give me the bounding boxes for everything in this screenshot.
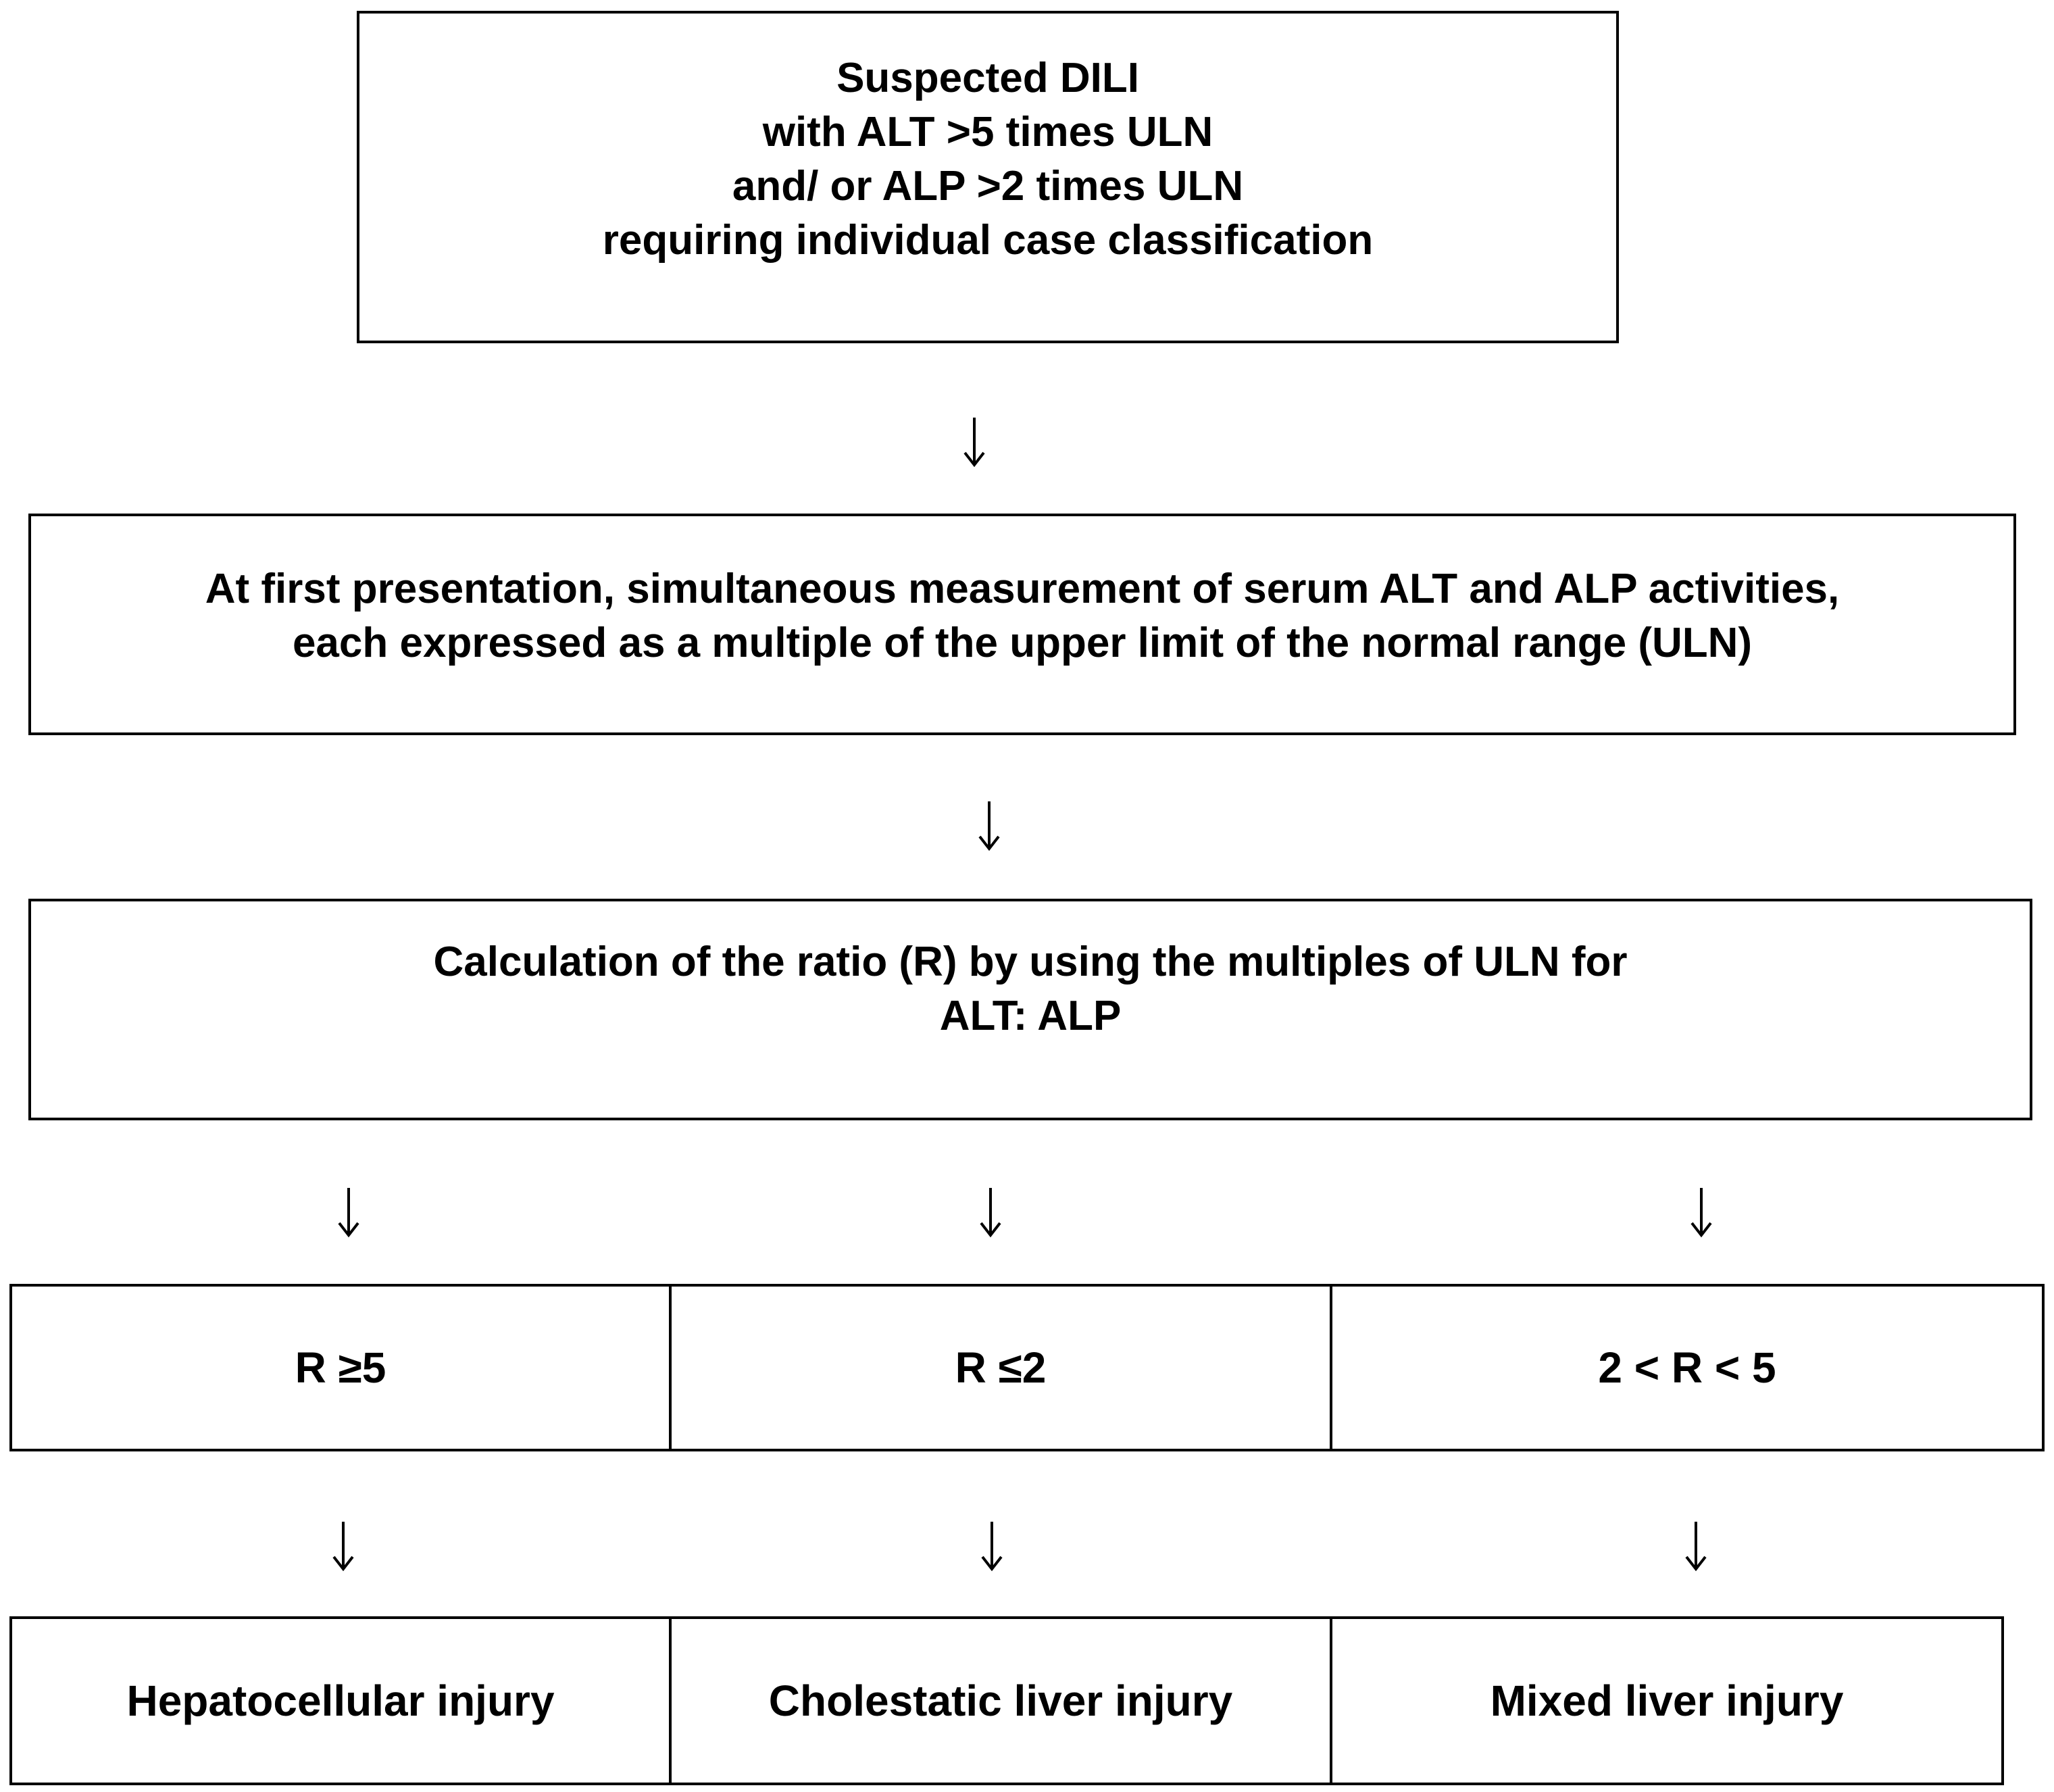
outcome-cholestatic-liver-injury: Cholestatic liver injury [768, 1676, 1233, 1725]
step-suspected-dili-box [357, 11, 1619, 343]
down-arrow-icon [961, 415, 988, 469]
step1-line-3: and/ or ALP >2 times ULN [732, 163, 1244, 209]
step3-line-2: ALT: ALP [939, 993, 1122, 1039]
down-arrow-icon [976, 799, 1003, 853]
step2-line-2: each expressed as a multiple of the upper limit of the normal range (ULN) [292, 620, 1753, 666]
ratio-mixed: 2 < R < 5 [1598, 1343, 1776, 1392]
down-arrow-icon [1688, 1185, 1715, 1239]
down-arrow-icon [977, 1185, 1004, 1239]
step3-line-1: Calculation of the ratio (R) by using the multiples of ULN for [433, 939, 1628, 985]
step-ratio-calculation-box [28, 899, 2032, 1120]
down-arrow-icon [330, 1519, 357, 1573]
outcome-mixed-liver-injury: Mixed liver injury [1490, 1676, 1844, 1725]
outcome-hepatocellular-injury: Hepatocellular injury [126, 1676, 555, 1725]
step-ratio-calculation-text [434, 935, 1628, 1043]
down-arrow-icon [978, 1519, 1005, 1573]
step1-line-4: requiring individual case classification [602, 217, 1374, 264]
down-arrow-icon [1682, 1519, 1709, 1573]
ratio-cholestatic: R ≤2 [955, 1343, 1047, 1392]
ratio-hepatocellular: R ≥5 [295, 1343, 386, 1392]
step-measurement-text [205, 562, 1840, 670]
step-measurement-box [28, 514, 2016, 735]
step2-line-1: At first presentation, simultaneous measurement of serum ALT and ALP activities, [205, 566, 1840, 612]
down-arrow-icon [335, 1185, 362, 1239]
step1-line-2: with ALT >5 times ULN [762, 109, 1213, 155]
step1-line-1: Suspected DILI [836, 55, 1139, 101]
step-suspected-dili-text [603, 51, 1373, 268]
